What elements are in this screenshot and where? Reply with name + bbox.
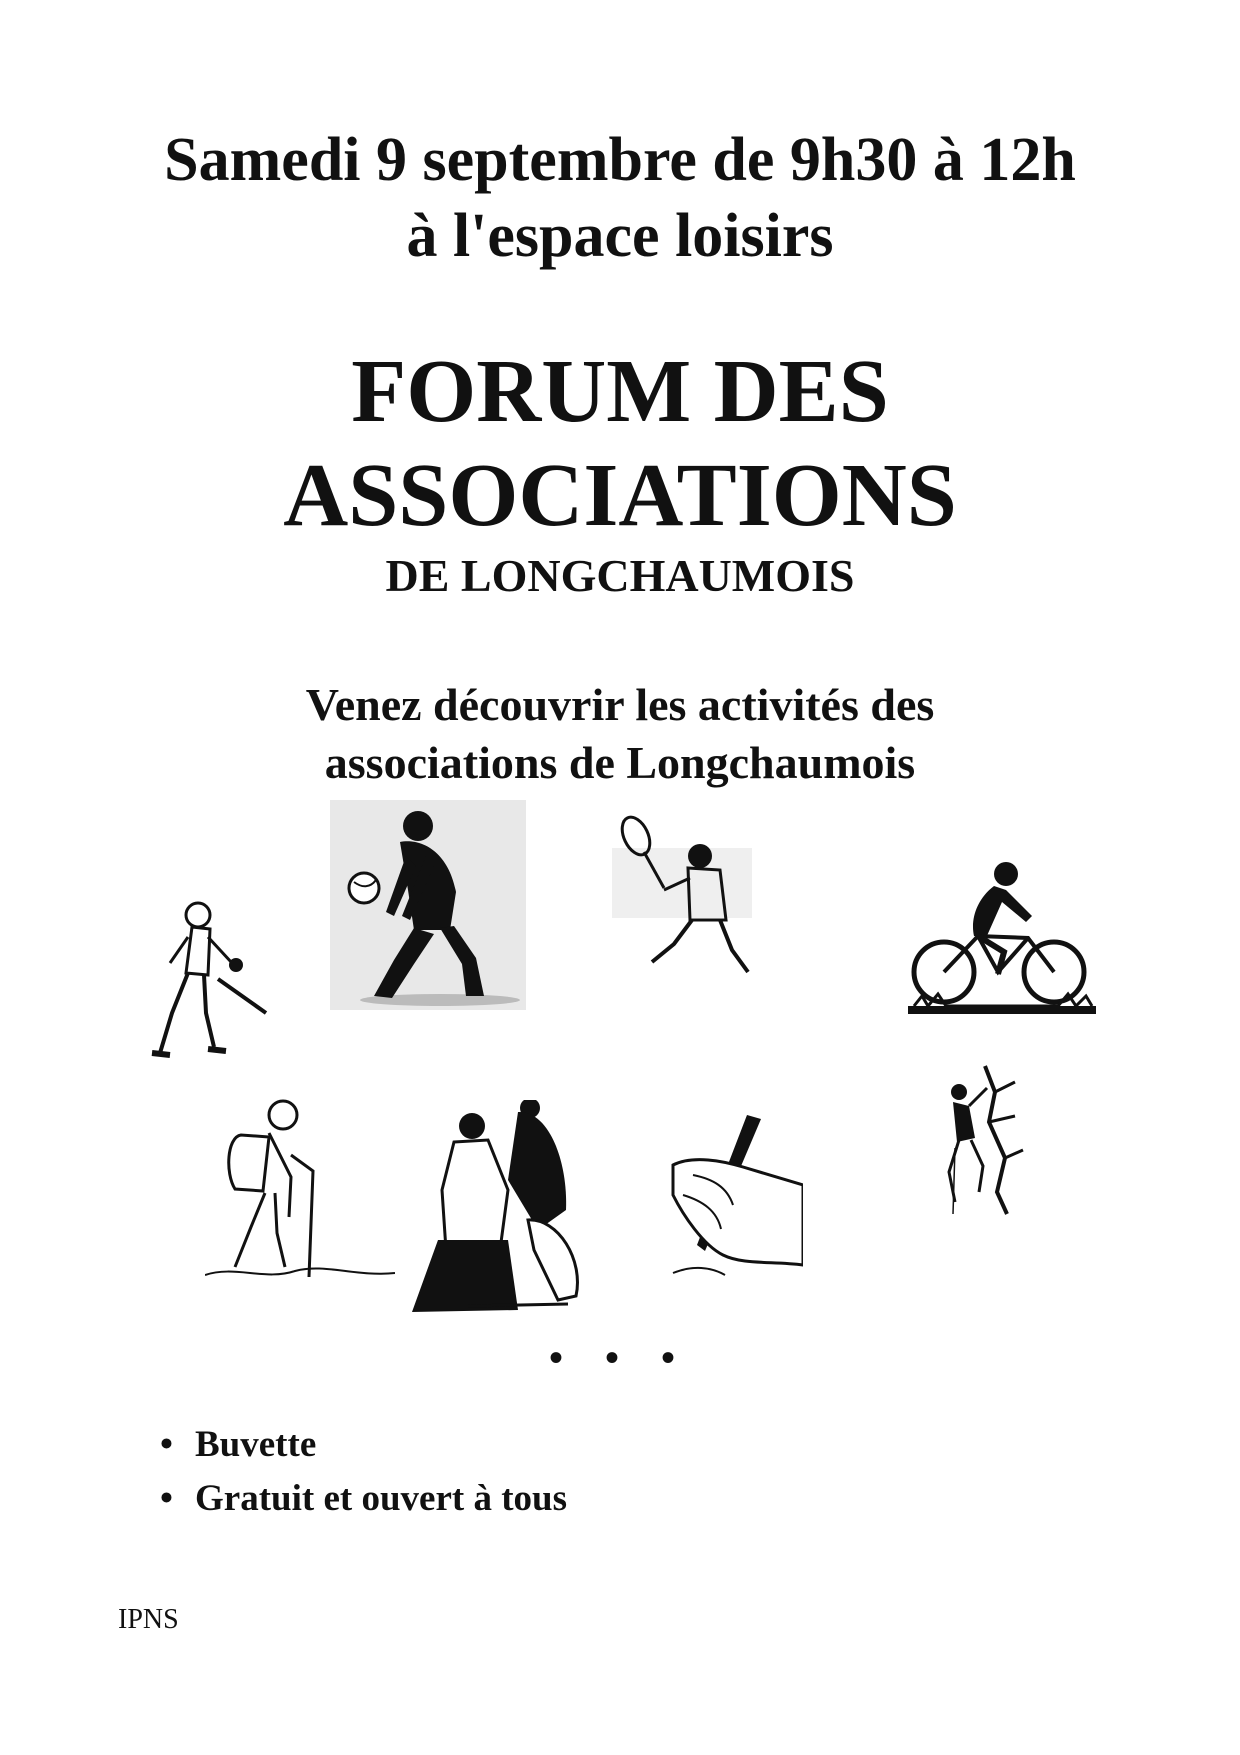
feature-item-buvette: • Buvette [160,1418,567,1472]
forum-subtitle: DE LONGCHAUMOIS [385,550,855,601]
feature-item-gratuit: • Gratuit et ouvert à tous [160,1472,567,1526]
table-tennis-player-illustration [148,893,283,1063]
intro-text [0,676,1240,792]
drawing-hand-illustration [663,1115,803,1290]
rock-climber-illustration [935,1062,1025,1217]
aikido-illustration [408,1100,598,1318]
feature-list [160,1418,567,1526]
hiker-illustration [205,1097,395,1282]
intro-line-2: associations de Longchaumois [324,737,916,788]
title-line-2: ASSOCIATIONS [283,446,957,545]
cyclist-illustration [908,858,1096,1018]
title-line-1: FORUM DES [351,342,889,441]
tennis-player-illustration [612,812,757,977]
ellipsis: • • • [548,1335,691,1380]
volleyball-player-illustration [330,800,526,1010]
event-date-block [0,122,1240,274]
event-place: à l'espace loisirs [406,202,834,270]
event-date: Samedi 9 septembre de 9h30 à 12h [164,126,1076,194]
forum-title [0,340,1240,548]
footer-ipns: IPNS [118,1604,179,1635]
intro-line-1: Venez découvrir les activités des [305,679,935,730]
